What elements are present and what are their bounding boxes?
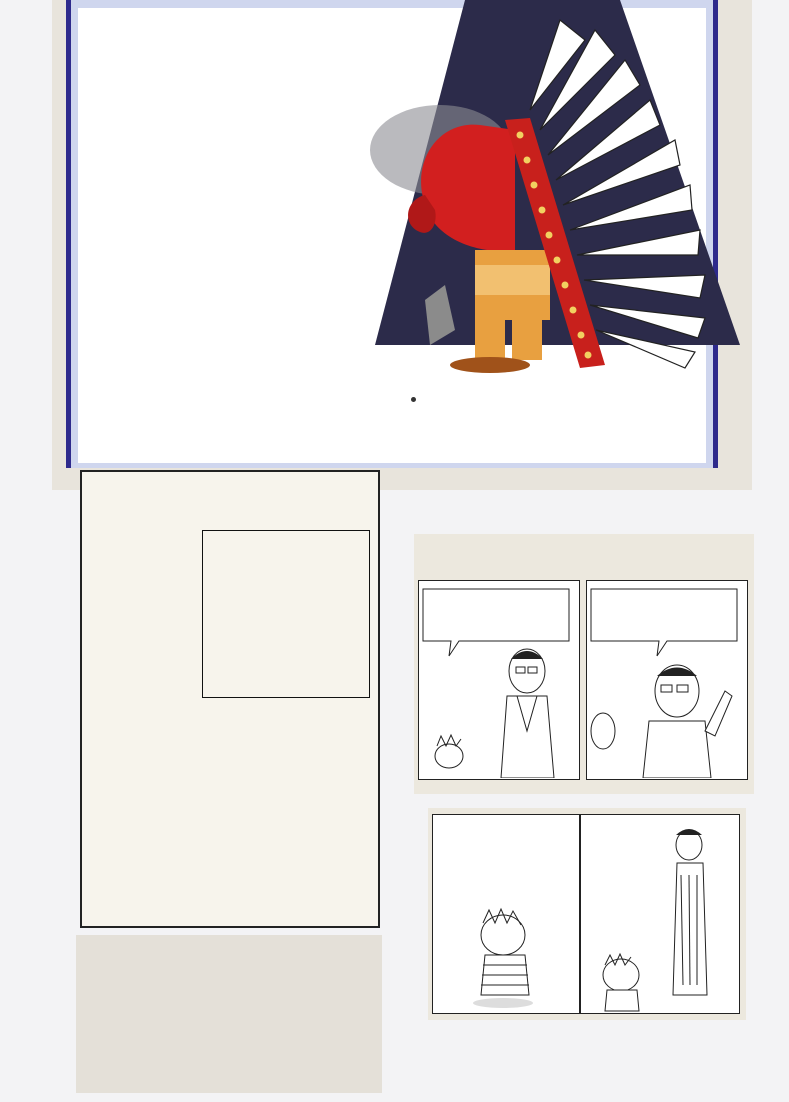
- comic-panel-4: [580, 814, 740, 1014]
- comic-panel-2: [586, 580, 748, 780]
- dad-and-calvin-drawing: [419, 581, 578, 778]
- article-paragraph-3: [406, 389, 691, 407]
- chief-foot: [450, 357, 530, 373]
- indian-chief-illustration: [330, 0, 750, 380]
- chief-fringe: [475, 265, 550, 295]
- crossword-clues-continued: [88, 694, 372, 707]
- dad-explaining-drawing: [587, 581, 746, 778]
- chief-leg-right: [512, 320, 542, 360]
- comic-panel-1: [418, 580, 580, 780]
- solution-text-upside-down: [84, 984, 376, 1088]
- calvin-and-dad-drawing: [581, 815, 738, 1012]
- end-bullet-icon: [411, 397, 416, 402]
- calvin-laughing-drawing: [433, 815, 578, 1012]
- article-paragraph-2: [100, 371, 390, 389]
- comic-panel-3: [432, 814, 580, 1014]
- chief-leg-left: [475, 320, 505, 360]
- crossword-grid: [202, 530, 370, 698]
